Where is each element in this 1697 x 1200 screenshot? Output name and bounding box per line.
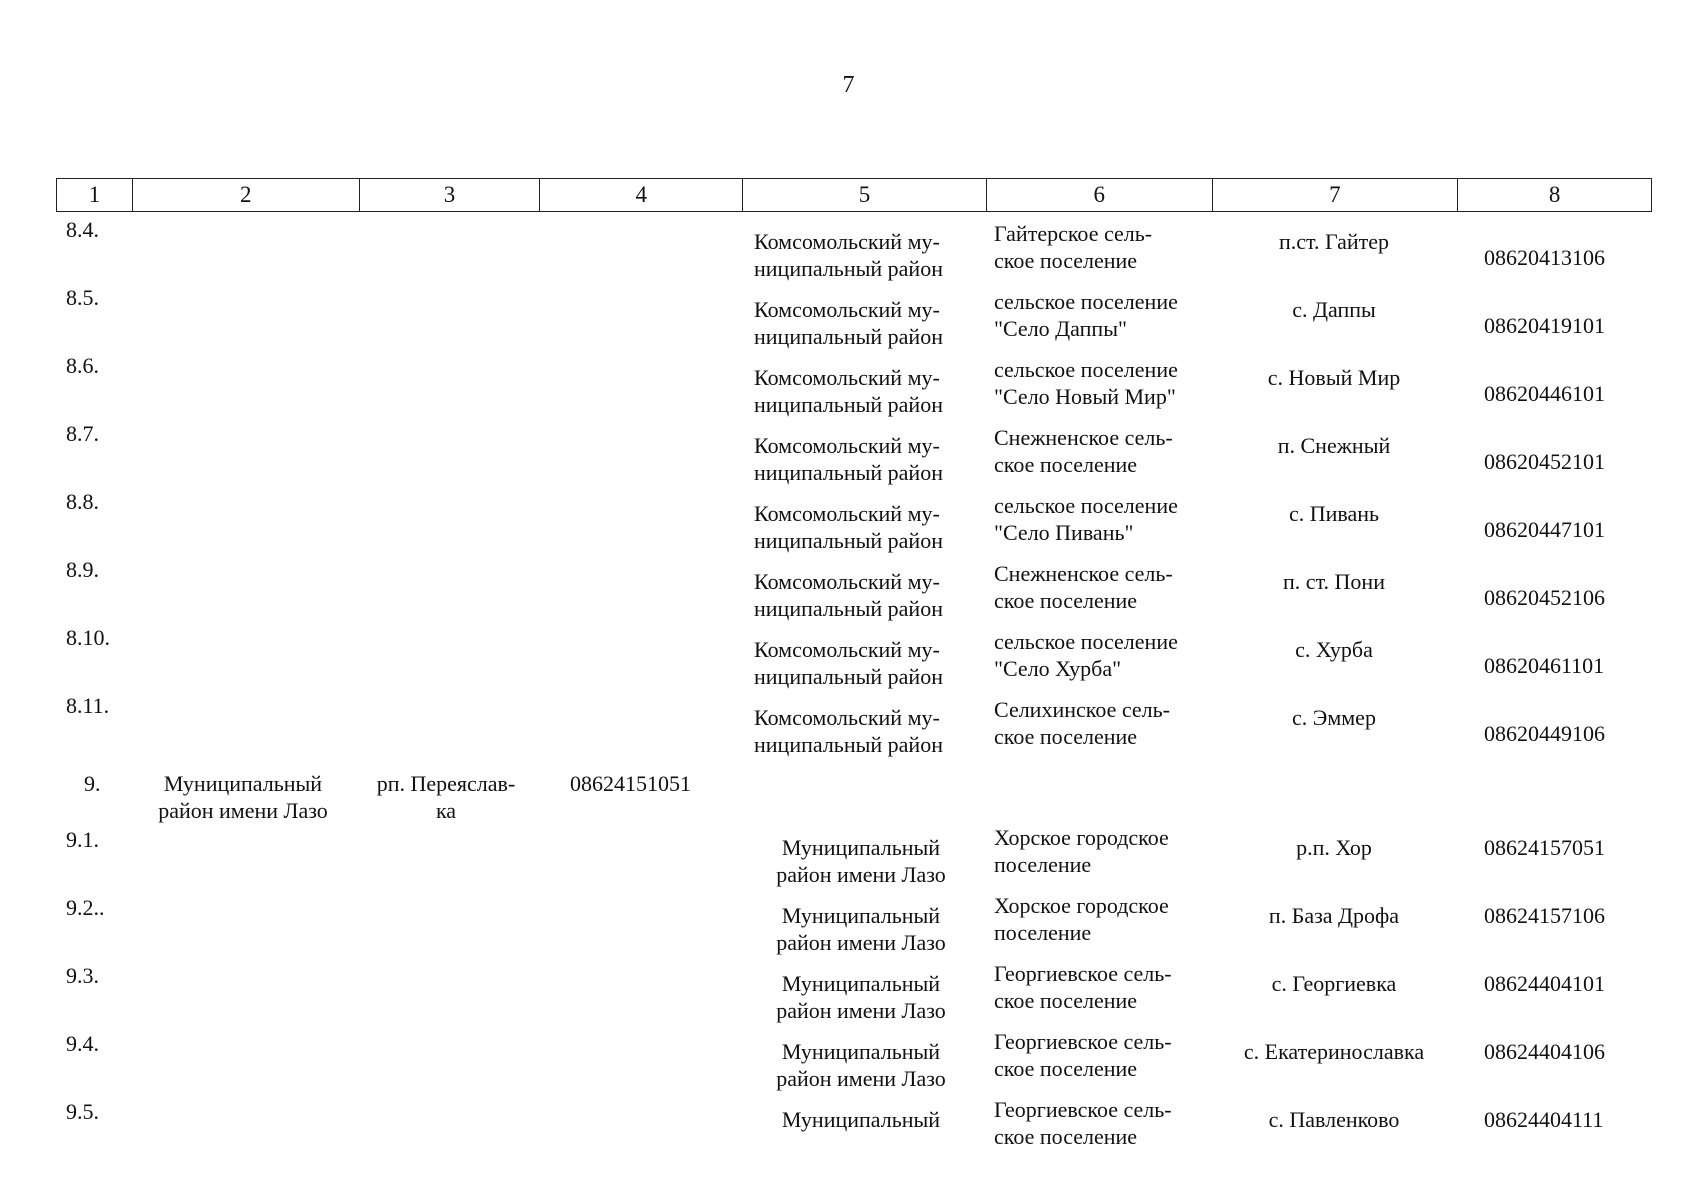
locality-name: п.ст. Гайтер — [1278, 229, 1390, 254]
district-name — [740, 970, 982, 1024]
oktmo-code: 08620452106 — [1484, 585, 1605, 610]
column-header-5: 5 — [742, 179, 986, 211]
settlement-line: "Село Пивань" — [994, 520, 1134, 545]
district-name — [740, 834, 982, 888]
settlement-line: Хорское городское — [994, 825, 1169, 850]
settlement-line: сельское поселение — [994, 357, 1178, 382]
row-number: 8.7. — [66, 421, 99, 446]
oktmo-code: 08624404106 — [1484, 1039, 1605, 1064]
district-line: Комсомольский му- — [754, 637, 940, 662]
settlement-line: ское поселение — [994, 724, 1138, 749]
row-number: 8.5. — [66, 285, 99, 310]
district-name — [754, 296, 943, 350]
locality-name: с. Пивань — [1288, 501, 1380, 526]
settlement-name — [994, 1096, 1172, 1150]
settlement-line: Георгиевское сель- — [994, 1029, 1172, 1054]
district-line: Муниципальный — [781, 1039, 941, 1064]
district-line: Комсомольский му- — [754, 501, 940, 526]
settlement-line: ское поселение — [994, 452, 1138, 477]
district-line: ниципальный район — [754, 596, 943, 621]
district-name — [754, 228, 943, 282]
center-line: рп. Переяслав- — [376, 771, 516, 796]
district-name — [740, 902, 982, 956]
row-number: 9.1. — [66, 827, 99, 852]
district-line: район имени Лазо — [776, 862, 946, 887]
district-name — [754, 568, 943, 622]
settlement-line: ское поселение — [994, 1056, 1138, 1081]
settlement-name — [994, 424, 1173, 478]
settlement-line: сельское поселение — [994, 629, 1178, 654]
column-header-8: 8 — [1457, 179, 1651, 211]
district-line: Комсомольский му- — [754, 569, 940, 594]
district-line: Муниципальный — [781, 971, 941, 996]
settlement-name — [994, 628, 1178, 682]
row-number: 8.9. — [66, 557, 99, 582]
locality-name: с. Георгиевка — [1271, 971, 1397, 996]
column-header-7: 7 — [1212, 179, 1458, 211]
locality-name: п. База Дрофа — [1268, 903, 1400, 928]
settlement-line: Селихинское сель- — [994, 697, 1171, 722]
column-header-3: 3 — [359, 179, 540, 211]
center-line: ка — [435, 798, 457, 823]
settlement-name — [994, 1028, 1172, 1082]
district-line: Комсомольский му- — [754, 433, 940, 458]
settlement-name — [994, 560, 1173, 614]
district-name — [740, 1106, 982, 1133]
district-line: район имени Лазо — [776, 998, 946, 1023]
district-line: Комсомольский му- — [754, 229, 940, 254]
district-name — [754, 704, 943, 758]
district-line: Муниципальный — [781, 835, 941, 860]
locality-name: с. Екатеринославка — [1243, 1039, 1425, 1064]
settlement-line: Хорское городское — [994, 893, 1169, 918]
district-line: ниципальный район — [754, 324, 943, 349]
settlement-line: "Село Хурба" — [994, 656, 1122, 681]
settlement-line: Георгиевское сель- — [994, 961, 1172, 986]
settlement-name — [994, 220, 1152, 274]
locality-name: п. Снежный — [1277, 433, 1391, 458]
locality-name: с. Новый Мир — [1267, 365, 1401, 390]
locality-name: п. ст. Пони — [1283, 569, 1385, 594]
locality-name: с. Хурба — [1295, 637, 1373, 662]
settlement-line: ское поселение — [994, 588, 1138, 613]
oktmo-code: 08620461101 — [1484, 653, 1605, 678]
oktmo-code: 08624157051 — [1484, 835, 1605, 860]
oktmo-code: 08620449106 — [1484, 721, 1605, 746]
settlement-line: сельское поселение — [994, 493, 1178, 518]
locality-name: с. Даппы — [1292, 297, 1376, 322]
district-name — [754, 364, 943, 418]
district-name — [754, 432, 943, 486]
district-line: ниципальный район — [754, 732, 943, 757]
settlement-line: ское поселение — [994, 1124, 1138, 1149]
row-number: 9. — [84, 771, 101, 796]
column-header-2: 2 — [132, 179, 359, 211]
column-header-6: 6 — [986, 179, 1212, 211]
row-number: 8.10. — [66, 625, 110, 650]
district-name — [740, 1038, 982, 1092]
settlement-line: Георгиевское сель- — [994, 1097, 1172, 1122]
administrative-center — [360, 770, 532, 824]
settlement-name — [994, 288, 1178, 342]
settlement-line: сельское поселение — [994, 289, 1178, 314]
row-number: 8.11. — [66, 693, 110, 718]
settlement-line: "Село Новый Мир" — [994, 384, 1176, 409]
district-line: Муниципальный — [781, 1107, 941, 1132]
settlement-line: поселение — [994, 920, 1092, 945]
column-header-4: 4 — [539, 179, 742, 211]
oktmo-code: 08620413106 — [1484, 245, 1605, 270]
column-header-1: 1 — [88, 182, 101, 207]
settlement-name — [994, 492, 1178, 546]
oktmo-code: 08620446101 — [1484, 381, 1605, 406]
settlement-line: "Село Даппы" — [994, 316, 1127, 341]
district-line: район имени Лазо — [776, 1066, 946, 1091]
oktmo-code: 08620452101 — [1484, 449, 1605, 474]
district-line: ниципальный район — [754, 460, 943, 485]
settlement-name — [994, 960, 1172, 1014]
district-line: ниципальный район — [754, 664, 943, 689]
oktmo-code: 08624404111 — [1484, 1107, 1604, 1132]
settlement-name — [994, 356, 1178, 410]
district-line: ниципальный район — [754, 528, 943, 553]
page-number: 7 — [842, 72, 855, 98]
district-line: Муниципальный — [163, 771, 323, 796]
settlement-line: Снежненское сель- — [994, 425, 1173, 450]
district-name — [754, 500, 943, 554]
district-line: район имени Лазо — [158, 798, 328, 823]
row-number: 8.6. — [66, 353, 99, 378]
oktmo-code: 08624404101 — [1484, 971, 1605, 996]
district-line: Комсомольский му- — [754, 365, 940, 390]
settlement-line: поселение — [994, 852, 1092, 877]
oktmo-code: 08620447101 — [1484, 517, 1605, 542]
locality-name: с. Павленково — [1268, 1107, 1400, 1132]
district-line: Муниципальный — [781, 903, 941, 928]
oktmo-code: 08624151051 — [570, 771, 691, 796]
district-name — [754, 636, 943, 690]
row-number: 9.2.. — [66, 895, 105, 920]
row-number: 8.4. — [66, 217, 99, 242]
oktmo-code: 08620419101 — [1484, 313, 1605, 338]
row-number: 9.5. — [66, 1099, 99, 1124]
settlement-line: ское поселение — [994, 988, 1138, 1013]
district-line: Комсомольский му- — [754, 705, 940, 730]
row-number: 8.8. — [66, 489, 99, 514]
settlement-name — [994, 892, 1169, 946]
oktmo-code: 08624157106 — [1484, 903, 1605, 928]
settlement-name — [994, 824, 1169, 878]
settlement-line: Снежненское сель- — [994, 561, 1173, 586]
locality-name: с. Эммер — [1292, 705, 1376, 730]
row-number: 9.3. — [66, 963, 99, 988]
row-number: 9.4. — [66, 1031, 99, 1056]
district-line: Комсомольский му- — [754, 297, 940, 322]
district-line: ниципальный район — [754, 392, 943, 417]
settlement-line: Гайтерское сель- — [994, 221, 1153, 246]
settlement-line: ское поселение — [994, 248, 1138, 273]
district-line: ниципальный район — [754, 256, 943, 281]
settlement-name — [994, 696, 1170, 750]
locality-name: р.п. Хор — [1296, 835, 1372, 860]
district-name — [130, 770, 356, 824]
district-line: район имени Лазо — [776, 930, 946, 955]
